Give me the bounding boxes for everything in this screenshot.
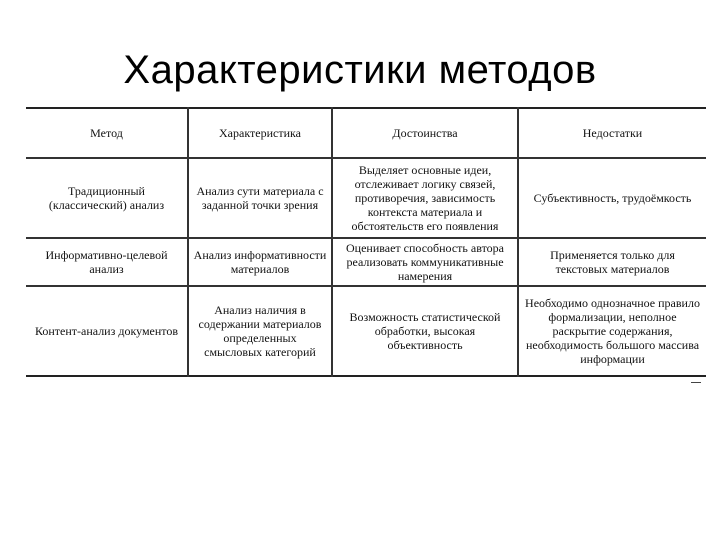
header-advantages: Достоинства [332,108,518,158]
table-row [26,286,706,376]
cell-disadvantages: Субъективность, трудоёмкость [518,158,706,238]
methods-table [26,107,706,377]
cell-advantages: Возможность статистической обработки, высокая объективность [332,286,518,376]
header-method: Метод [26,108,188,158]
cell-advantages: Оценивает способность автора реализовать коммуникативные намерения [332,238,518,286]
table-row [26,158,706,238]
cell-method: Информативно-целевой анализ [26,238,188,286]
table-header-row [26,108,706,158]
cell-disadvantages: Применяется только для текстовых материалов [518,238,706,286]
cell-characteristic: Анализ наличия в содержании материалов определенных смысловых категорий [188,286,332,376]
cell-characteristic: Анализ сути материала с заданной точки зрения [188,158,332,238]
slide-title: Характеристики методов [123,48,597,92]
header-characteristic: Характеристика [188,108,332,158]
cell-method: Традиционный (классический) анализ [26,158,188,238]
cell-characteristic: Анализ информативности материалов [188,238,332,286]
corner-mark [691,382,701,383]
methods-table-container [26,107,706,377]
cell-disadvantages: Необходимо однозначное правило формализации, неполное раскрытие содержания, необходимость большого массива информации [518,286,706,376]
table-row [26,238,706,286]
header-disadvantages: Недостатки [518,108,706,158]
cell-method: Контент-анализ документов [26,286,188,376]
cell-advantages: Выделяет основные идеи, отслеживает логику связей, противоречия, зависимость контекста материала и обстоятельств его появления [332,158,518,238]
